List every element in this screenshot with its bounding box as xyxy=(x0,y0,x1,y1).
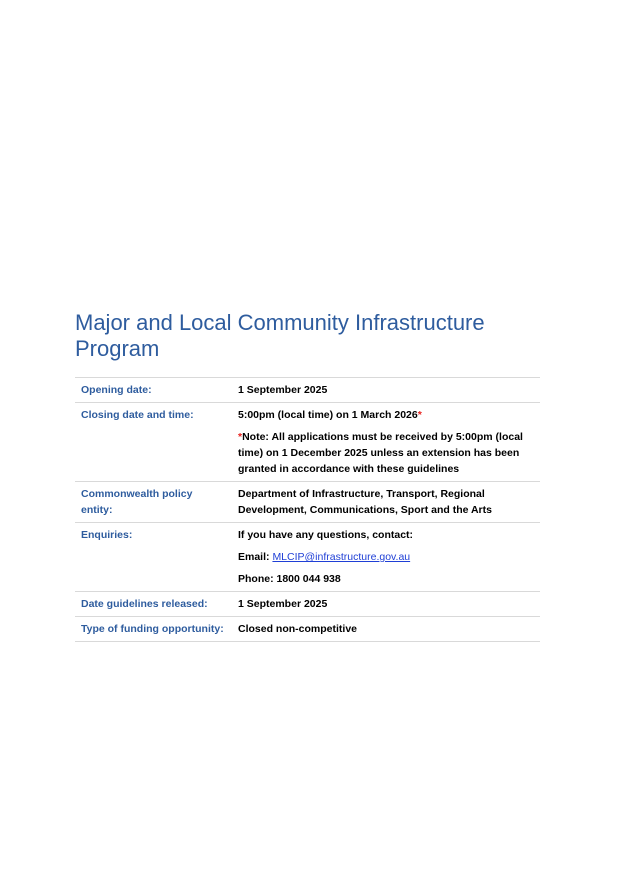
page-title: Major and Local Community Infrastructure Program xyxy=(75,310,485,361)
enquiries-value xyxy=(232,523,540,592)
table-row-guidelines-released xyxy=(75,592,540,617)
closing-date-line xyxy=(238,407,534,423)
email-label: Email: xyxy=(238,551,273,563)
guidelines-released-label: Date guidelines released: xyxy=(75,592,232,617)
closing-date-label: Closing date and time: xyxy=(75,403,232,482)
closing-date-text: 5:00pm (local time) on 1 March 2026 xyxy=(238,409,418,421)
table-row-closing-date xyxy=(75,403,540,482)
closing-date-asterisk: * xyxy=(417,409,422,421)
guidelines-released-value xyxy=(232,592,540,617)
table-row-enquiries xyxy=(75,523,540,592)
enquiries-phone: Phone: 1800 044 938 xyxy=(238,573,341,585)
opening-date-value xyxy=(232,378,540,403)
opening-date-text: 1 September 2025 xyxy=(238,384,328,396)
note-asterisk: * xyxy=(238,431,243,443)
enquiries-label: Enquiries: xyxy=(75,523,232,592)
table-row-policy-entity xyxy=(75,482,540,523)
policy-entity-value xyxy=(232,482,540,523)
email-link[interactable]: MLCIP@infrastructure.gov.au xyxy=(272,551,411,563)
opening-date-label: Opening date: xyxy=(75,378,232,403)
enquiries-intro: If you have any questions, contact: xyxy=(238,529,414,541)
guidelines-released-text: 1 September 2025 xyxy=(238,598,328,610)
policy-entity-text: Department of Infrastructure, Transport, Regional Development, Communications, Sport and the Arts xyxy=(238,488,492,516)
table-row-opening-date xyxy=(75,378,540,403)
funding-type-value xyxy=(232,617,540,642)
program-details-table xyxy=(75,377,540,642)
table-row-funding-type xyxy=(75,617,540,642)
closing-date-value xyxy=(232,403,540,482)
closing-date-note-text: Note: All applications must be received by 5:00pm (local time) on 1 December 2025 unless an extension has been granted in accordance with these guidelines xyxy=(238,431,523,475)
closing-date-note xyxy=(238,429,534,477)
funding-type-text: Closed non-competitive xyxy=(238,623,358,635)
policy-entity-label: Commonwealth policy entity: xyxy=(75,482,232,523)
enquiries-email-line xyxy=(238,549,534,565)
funding-type-label: Type of funding opportunity: xyxy=(75,617,232,642)
